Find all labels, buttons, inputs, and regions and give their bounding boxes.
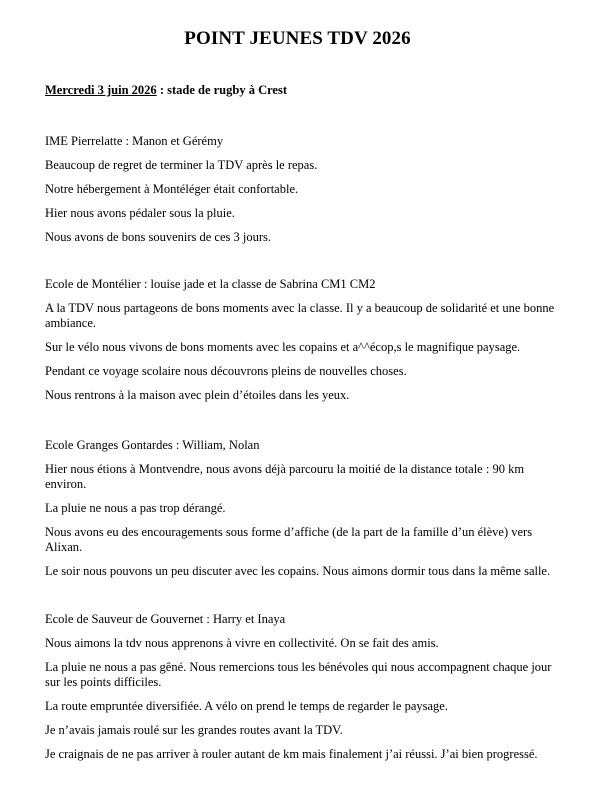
paragraph: Je n’avais jamais roulé sur les grandes routes avant la TDV. <box>45 723 343 737</box>
section-ime-pierrelatte <box>45 134 555 254</box>
section-heading: Ecole de Sauveur de Gouvernet : Harry et Inaya <box>45 612 286 626</box>
document-title: POINT JEUNES TDV 2026 <box>184 28 411 49</box>
section-heading: Ecole de Montélier : louise jade et la classe de Sabrina CM1 CM2 <box>45 277 376 291</box>
paragraph: Beaucoup de regret de terminer la TDV après le repas. <box>45 158 318 172</box>
paragraph: La pluie ne nous a pas trop dérangé. <box>45 501 226 515</box>
paragraph: Pendant ce voyage scolaire nous découvrons pleins de nouvelles choses. <box>45 364 407 378</box>
paragraph: Nous rentrons à la maison avec plein d’étoiles dans les yeux. <box>45 388 350 402</box>
paragraph: Nous aimons la tdv nous apprenons à vivre en collectivité. On se fait des amis. <box>45 636 439 650</box>
paragraph: La route empruntée diversifiée. A vélo on prend le temps de regarder le paysage. <box>45 699 448 713</box>
section-ecole-sauveur-de-gouvernet <box>45 612 555 771</box>
section-heading: IME Pierrelatte : Manon et Gérémy <box>45 134 224 148</box>
section-ecole-granges-gontardes <box>45 438 555 588</box>
paragraph: Le soir nous pouvons un peu discuter avec les copains. Nous aimons dormir tous dans la même salle. <box>45 564 551 578</box>
date-line <box>45 83 287 98</box>
section-ecole-montelier <box>45 277 555 412</box>
date-label: Mercredi 3 juin 2026 <box>45 83 157 97</box>
paragraph: Sur le vélo nous vivons de bons moments avec les copains et a^^écop,s le magnifique paysage. <box>45 340 521 354</box>
paragraph: Nous avons eu des encouragements sous forme d’affiche (de la part de la famille d’un élève) vers Alixan. <box>45 525 533 554</box>
paragraph: Hier nous étions à Montvendre, nous avons déjà parcouru la moitié de la distance totale : 90 km environ. <box>45 462 525 491</box>
paragraph: Je craignais de ne pas arriver à rouler autant de km mais finalement j’ai réussi. J’ai bien progressé. <box>45 747 538 761</box>
paragraph: La pluie ne nous a pas gêné. Nous remercions tous les bénévoles qui nous accompagnent chaque jour sur les points difficiles. <box>45 660 552 689</box>
section-heading: Ecole Granges Gontardes : William, Nolan <box>45 438 260 452</box>
paragraph: Nous avons de bons souvenirs de ces 3 jours. <box>45 230 272 244</box>
date-location: : stade de rugby à Crest <box>156 83 288 97</box>
paragraph: Notre hébergement à Montéléger était confortable. <box>45 182 299 196</box>
paragraph: A la TDV nous partageons de bons moments avec la classe. Il y a beaucoup de solidarité et une bonne ambiance. <box>45 301 555 330</box>
paragraph: Hier nous avons pédaler sous la pluie. <box>45 206 235 220</box>
